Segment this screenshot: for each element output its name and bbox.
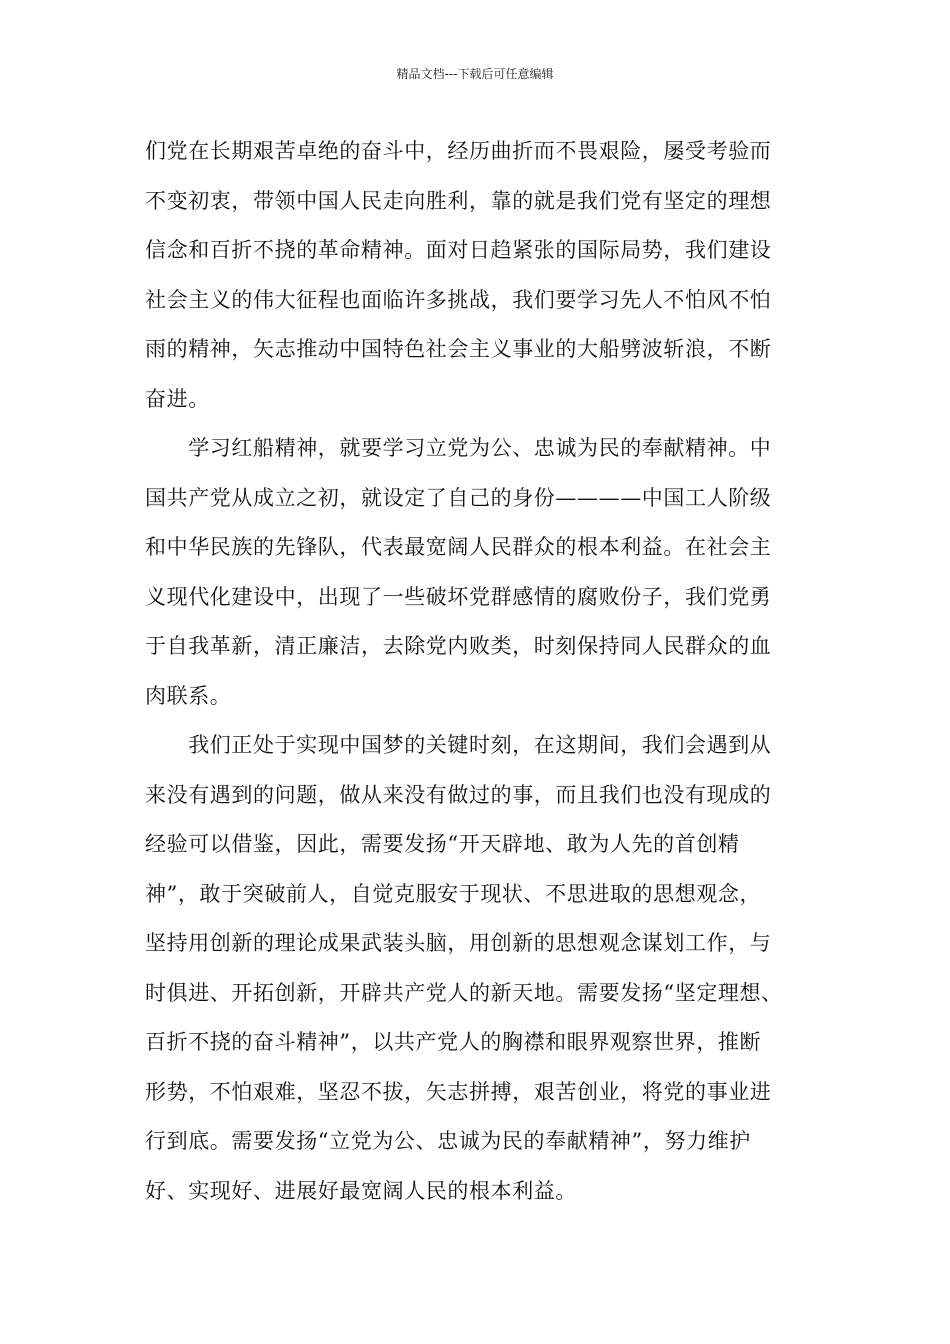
- text-line: 时俱进、开拓创新，开辟共产党人的新天地。需要发扬“坚定理想、: [145, 980, 783, 1005]
- page-header: 精品文档---下载后可任意编辑: [396, 67, 554, 81]
- text-line: 肉联系。: [145, 683, 232, 708]
- text-line: 经验可以借鉴，因此，需要发扬“开天辟地、敢为人先的首创精: [145, 832, 740, 856]
- text-line: 好、实现好、进展好最宽阔人民的根本利益。: [145, 1178, 577, 1203]
- text-line: 社会主义的伟大征程也面临许多挑战，我们要学习先人不怕风不怕: [145, 287, 772, 312]
- text-line: 义现代化建设中，出现了一些破坏党群感情的腐败份子，我们党勇: [145, 584, 772, 609]
- text-line: 于自我革新，清正廉洁，去除党内败类，时刻保持同人民群众的血: [145, 634, 772, 658]
- text-line: 和中华民族的先锋队，代表最宽阔人民群众的根本利益。在社会主: [145, 535, 772, 559]
- text-line: 信念和百折不挠的革命精神。面对日趋紧张的国际局势，我们建设: [145, 238, 772, 262]
- text-line: 来没有遇到的问题，做从来没有做过的事，而且我们也没有现成的: [145, 782, 772, 807]
- text-line: 奋进。: [145, 386, 210, 411]
- text-line: 雨的精神，矢志推动中国特色社会主义事业的大船劈波斩浪，不断: [145, 337, 772, 361]
- text-line: 我们正处于实现中国梦的关键时刻，在这期间，我们会遇到从: [145, 733, 772, 757]
- text-line: 国共产党从成立之初，就设定了自己的身份————中国工人阶级: [145, 485, 772, 510]
- text-line: 坚持用创新的理论成果武装头脑，用创新的思想观念谋划工作，与: [145, 931, 772, 955]
- text-line: 神”，敢于突破前人，自觉克服安于现状、不思进取的思想观念，: [145, 881, 762, 906]
- text-line: 学习红船精神，就要学习立党为公、忠诚为民的奉献精神。中: [145, 436, 772, 460]
- text-line: 行到底。需要发扬“立党为公、忠诚为民的奉献精神”，努力维护: [145, 1129, 751, 1153]
- text-line: 不变初衷，带领中国人民走向胜利，靠的就是我们党有坚定的理想: [145, 188, 772, 213]
- text-line: 形势，不怕艰难，坚忍不拔，矢志拼搏，艰苦创业，将党的事业进: [145, 1079, 772, 1104]
- text-line: 们党在长期艰苦卓绝的奋斗中，经历曲折而不畏艰险，屡受考验而: [145, 139, 772, 163]
- document-body: [145, 127, 825, 1216]
- text-line: 百折不挠的奋斗精神”，以共产党人的胸襟和眼界观察世界，推断: [145, 1030, 762, 1054]
